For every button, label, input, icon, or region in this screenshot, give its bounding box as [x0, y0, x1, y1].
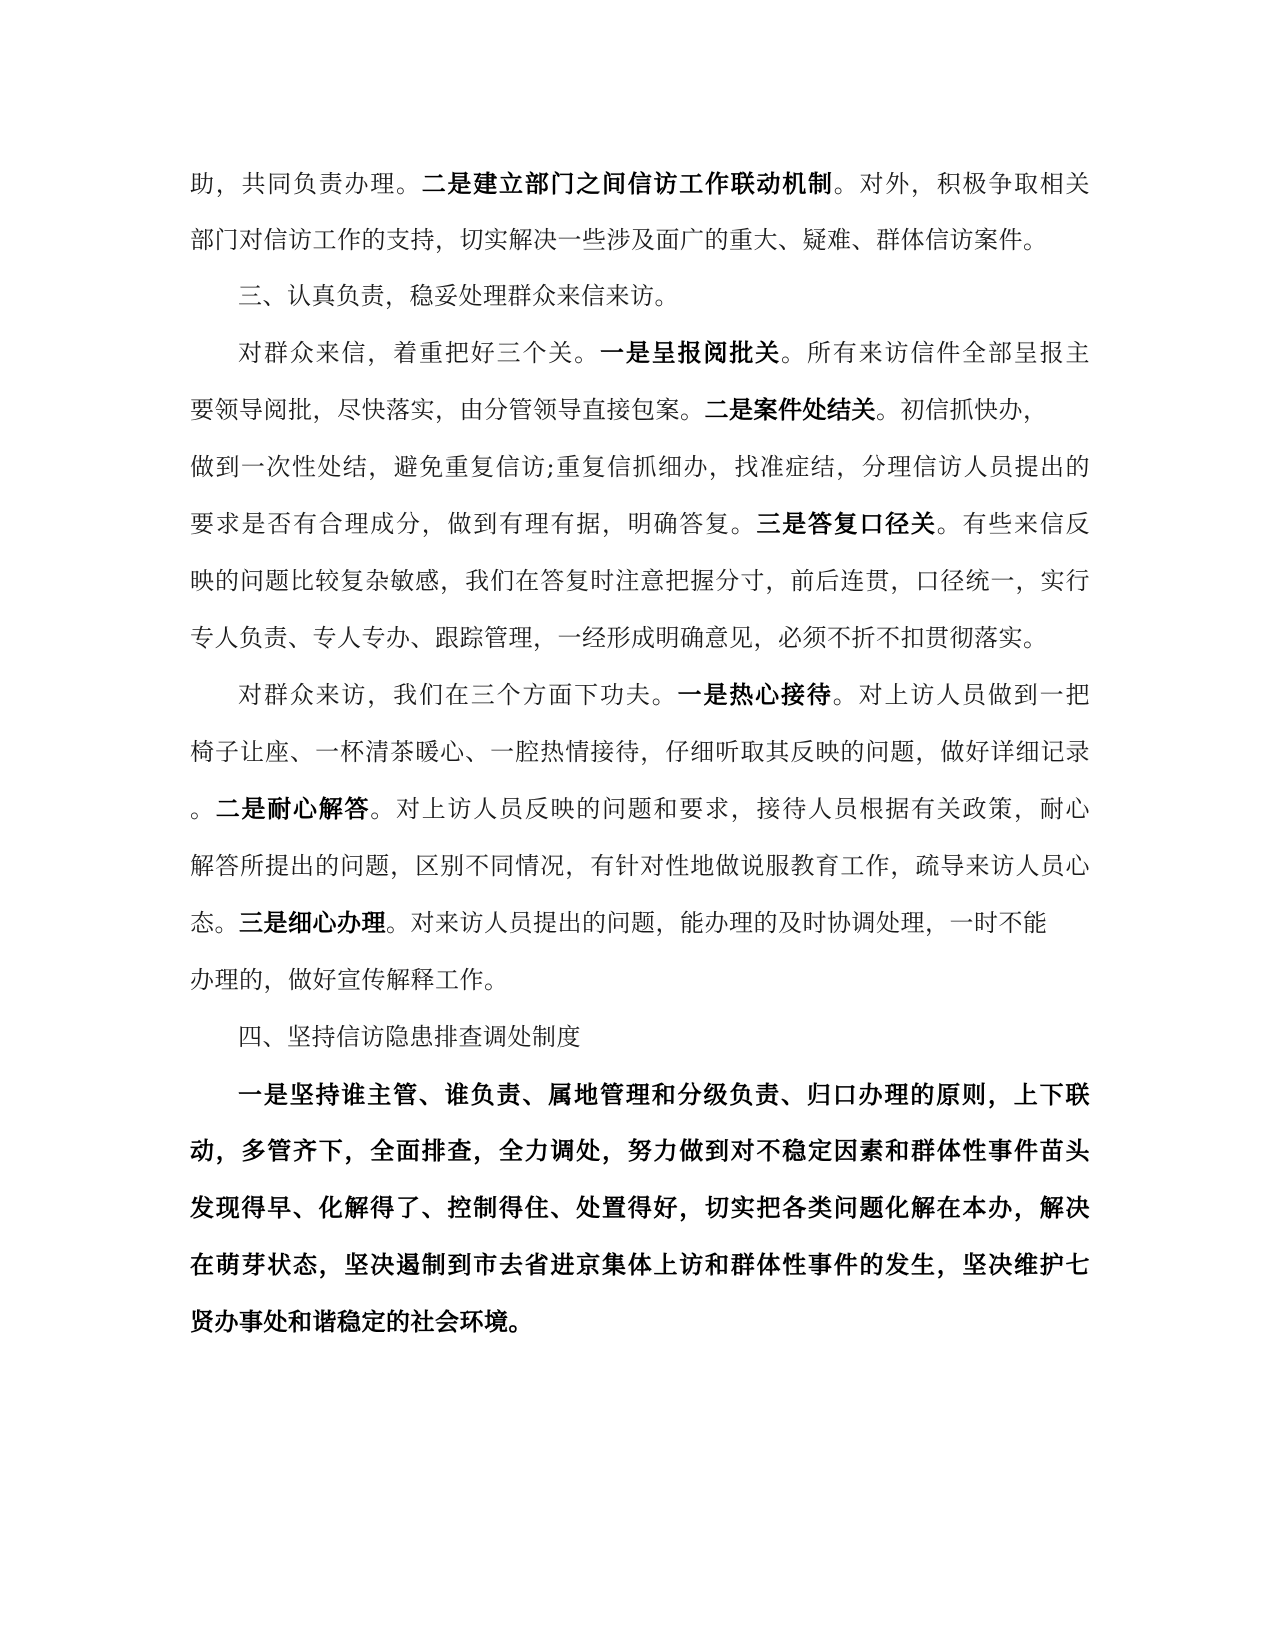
text-span: 三、认真负责，稳妥处理群众来信来访。 — [238, 282, 679, 310]
text-span: 动，多管齐下，全面排查，全力调处，努力做到对不稳定因素和群体性事件苗头 — [190, 1136, 1090, 1165]
text-span: 。对上访人员反映的问题和要求，接待人员根据有关政策，耐心 — [370, 795, 1090, 823]
text-line-4 — [238, 333, 1090, 373]
text-line-7 — [190, 504, 1090, 544]
bold-phrase: 二是耐心解答 — [215, 794, 371, 823]
section-heading-16 — [238, 1017, 1090, 1057]
text-span: 四、坚持信访隐患排查调处制度 — [238, 1023, 581, 1051]
text-span: 。初信抓快办， — [876, 396, 1048, 424]
bold-phrase: 二是案件处结关 — [704, 395, 876, 424]
bold-text-line-20 — [190, 1245, 1090, 1285]
text-line-1 — [190, 164, 1090, 204]
bold-phrase: 二是建立部门之间信访工作联动机制 — [421, 169, 834, 198]
bold-phrase: 三是答复口径关 — [756, 509, 937, 538]
text-line-13 — [190, 846, 1090, 886]
text-span: 态。 — [190, 909, 239, 937]
text-line-2 — [190, 220, 1090, 260]
bold-text-line-21 — [190, 1302, 1090, 1342]
text-line-15 — [190, 960, 1090, 1000]
text-line-5 — [190, 390, 1090, 430]
text-line-6 — [190, 447, 1090, 487]
bold-phrase: 一是热心接待 — [677, 680, 833, 709]
bold-text-line-18 — [190, 1131, 1090, 1171]
section-heading-3 — [238, 276, 1090, 316]
text-span: 部门对信访工作的支持，切实解决一些涉及面广的重大、疑难、群体信访案件。 — [190, 226, 1048, 254]
text-line-11 — [190, 732, 1090, 772]
text-span: 。有些来信反 — [936, 510, 1090, 538]
bold-text-line-17 — [238, 1075, 1090, 1115]
text-line-9 — [190, 618, 1090, 658]
text-span: 贤办事处和谐稳定的社会环境。 — [190, 1307, 533, 1336]
text-span: 椅子让座、一杯清茶暖心、一腔热情接待，仔细听取其反映的问题，做好详细记录 — [190, 738, 1090, 766]
text-span: 助，共同负责办理。 — [190, 170, 422, 198]
text-span: 专人负责、专人专办、跟踪管理，一经形成明确意见，必须不折不扣贯彻落实。 — [190, 624, 1048, 652]
text-span: 。 — [190, 795, 216, 823]
text-span: 对群众来访，我们在三个方面下功夫。 — [238, 681, 678, 709]
text-span: 要领导阅批，尽快落实，由分管领导直接包案。 — [190, 396, 705, 424]
text-span: 发现得早、化解得了、控制得住、处置得好，切实把各类问题化解在本办，解决 — [190, 1193, 1090, 1222]
text-span: 。对来访人员提出的问题，能办理的及时协调处理，一时不能 — [386, 909, 1048, 937]
text-span: 要求是否有合理成分，做到有理有据，明确答复。 — [190, 510, 757, 538]
text-span: 办理的，做好宣传解释工作。 — [190, 966, 509, 994]
text-span: 对群众来信，着重把好三个关。 — [238, 339, 601, 367]
text-span: 。所有来访信件全部呈报主 — [781, 339, 1090, 367]
text-line-14 — [190, 903, 1090, 943]
text-line-10 — [238, 675, 1090, 715]
text-span: 映的问题比较复杂敏感，我们在答复时注意把握分寸，前后连贯，口径统一，实行 — [190, 567, 1090, 595]
text-span: 一是坚持谁主管、谁负责、属地管理和分级负责、归口办理的原则，上下联 — [238, 1080, 1090, 1109]
bold-phrase: 三是细心办理 — [239, 908, 386, 937]
text-span: 做到一次性处结，避免重复信访;重复信抓细办，找准症结，分理信访人员提出的 — [190, 453, 1090, 481]
text-line-12 — [190, 789, 1090, 829]
text-span: 解答所提出的问题，区别不同情况，有针对性地做说服教育工作，疏导来访人员心 — [190, 852, 1090, 880]
text-span: 。对上访人员做到一把 — [832, 681, 1090, 709]
text-span: 在萌芽状态，坚决遏制到市去省进京集体上访和群体性事件的发生，坚决维护七 — [190, 1250, 1090, 1279]
bold-phrase: 一是呈报阅批关 — [600, 338, 782, 367]
text-line-8 — [190, 561, 1090, 601]
bold-text-line-19 — [190, 1188, 1090, 1228]
text-span: 。对外，积极争取相关 — [833, 170, 1090, 198]
